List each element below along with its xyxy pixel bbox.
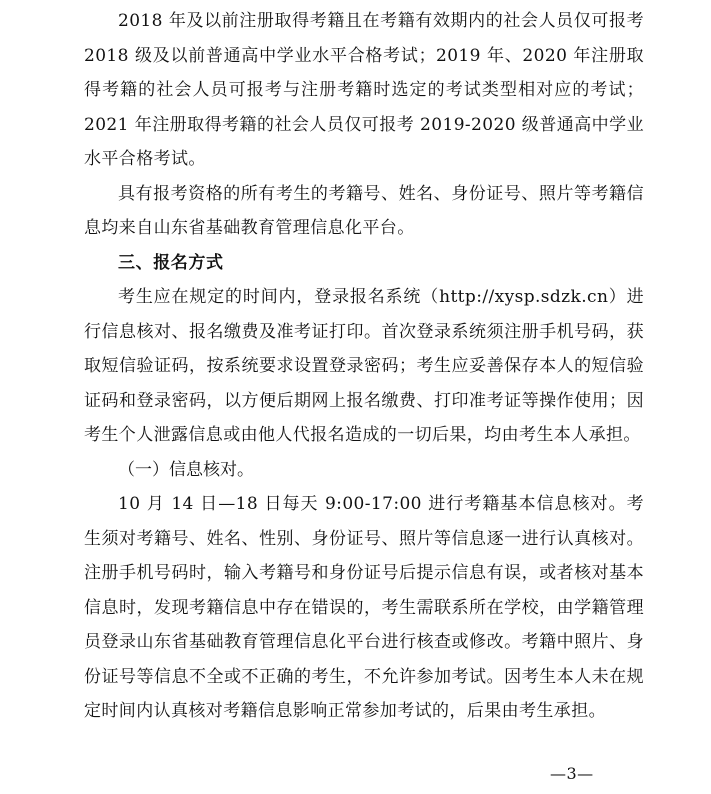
section-heading: 三、报名方式 — [118, 252, 224, 273]
page-number: —3— — [550, 764, 594, 783]
subsection-heading: （一）信息核对。 — [118, 459, 254, 480]
paragraph-info-verification: 10 月 14 日—18 日每天 9:00-17:00 进行考籍基本信息核对。考生须对考籍号、姓名、性别、身份证号、照片等信息逐一进行认真核对。注册手机号码时，输入考籍号和身份证号后提示信息有误，或者核对基本信息时，发现考籍信息中存在错误的，考生需联系所在学校，由学籍管理员登录山东省基础教育管理信息化平台进行核查或修改。考籍中照片、身份证号等信息不全或不正确的考生，不允许参加考试。因考生本人未在规定时间内认真核对考籍信息影响正常参加考试的，后果由考生承担。 — [84, 494, 644, 721]
paragraph-registration-method: 考生应在规定的时间内，登录报名系统（http://xysp.sdzk.cn）进行信息核对、报名缴费及准考证打印。首次登录系统须注册手机号码，获取短信验证码，按系统要求设置登录密码；考生应妥善保存本人的短信验证码和登录密码，以方便后期网上报名缴费、打印准考证等操作使用；因考生个人泄露信息或由他人代报名造成的一切后果，均由考生本人承担。 — [84, 287, 644, 445]
paragraph-candidate-info-source: 具有报考资格的所有考生的考籍号、姓名、身份证号、照片等考籍信息均来自山东省基础教育管理信息化平台。 — [84, 183, 644, 238]
document-body — [84, 4, 644, 729]
paragraph-exam-eligibility: 2018 年及以前注册取得考籍且在考籍有效期内的社会人员仅可报考 2018 级及以前普通高中学业水平合格考试；2019 年、2020 年注册取得考籍的社会人员可报考与注册考籍时选定的考试类型相对应的考试；2021 年注册取得考籍的社会人员仅可报考 2019-2020 级普通高中学业水平合格考试。 — [84, 11, 644, 169]
